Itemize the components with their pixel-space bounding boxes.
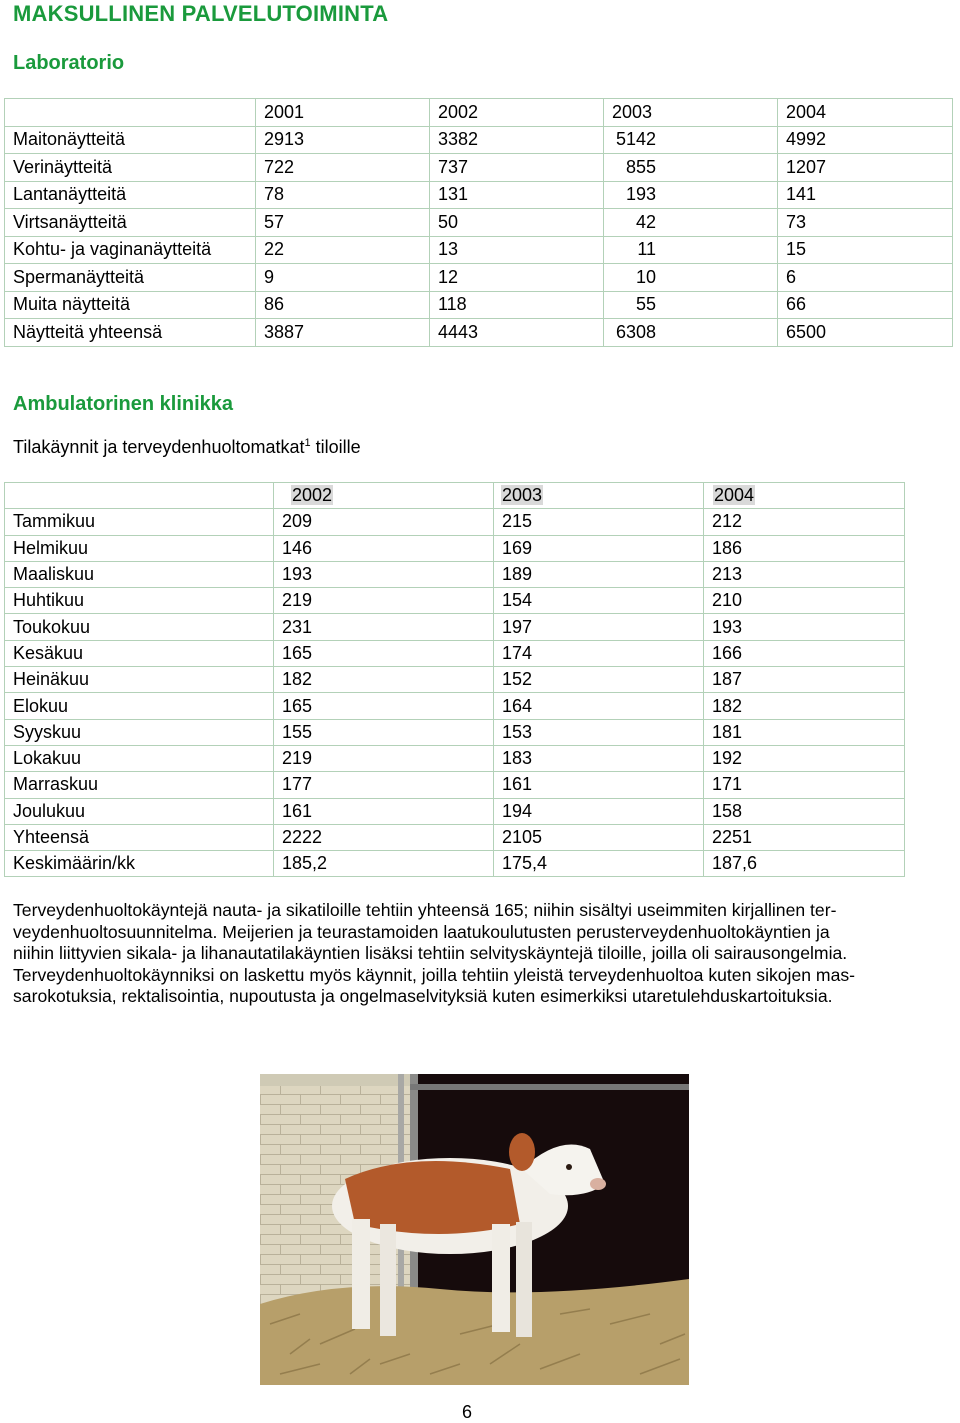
cell: 22 — [256, 236, 430, 264]
cell: 209 — [274, 509, 494, 535]
table-row — [5, 236, 953, 264]
calf-photo — [260, 1074, 689, 1385]
row-label: Kohtu- ja vaginanäytteitä — [5, 236, 256, 264]
page-number: 6 — [462, 1402, 473, 1422]
row-label: Kesäkuu — [5, 640, 274, 666]
subtitle-text: Tilakäynnit ja terveydenhuoltomatkat — [13, 437, 305, 457]
row-label: Huhtikuu — [5, 588, 274, 614]
row-label: Lokakuu — [5, 745, 274, 771]
cell: 10 — [604, 264, 778, 292]
cell: 169 — [494, 535, 704, 561]
year-header: 2002 — [430, 99, 604, 127]
cell: 42 — [604, 209, 778, 237]
cell: 737 — [430, 154, 604, 182]
table-row — [5, 126, 953, 154]
cell: 192 — [704, 745, 905, 771]
cell: 210 — [704, 588, 905, 614]
row-label: Marraskuu — [5, 772, 274, 798]
cell: 219 — [274, 588, 494, 614]
cell: 181 — [704, 719, 905, 745]
row-label: Elokuu — [5, 693, 274, 719]
cell: 141 — [778, 181, 953, 209]
cell: 193 — [604, 181, 778, 209]
cell: 2105 — [494, 824, 704, 850]
cell: 2222 — [274, 824, 494, 850]
paragraph-line: veydenhuoltosuunnitelma. Meijerien ja teurastamoiden laatukoulutusten perusterveydenhuoltokäyntien ja — [13, 921, 830, 942]
cell: 86 — [256, 291, 430, 319]
row-label: Toukokuu — [5, 614, 274, 640]
cell: 722 — [256, 154, 430, 182]
cell: 78 — [256, 181, 430, 209]
cell: 4443 — [430, 319, 604, 347]
table-row — [5, 588, 905, 614]
cell: 1207 — [778, 154, 953, 182]
cell: 154 — [494, 588, 704, 614]
laboratory-table — [4, 98, 953, 347]
cell: 12 — [430, 264, 604, 292]
cell: 6500 — [778, 319, 953, 347]
table-header-row — [5, 99, 953, 127]
ambulatory-title: Ambulatorinen klinikka — [13, 393, 234, 415]
cell: 3382 — [430, 126, 604, 154]
year-header-label: 2003 — [502, 485, 543, 506]
cell: 185,2 — [274, 851, 494, 877]
table-row — [5, 772, 905, 798]
year-header — [274, 483, 494, 509]
cell: 165 — [274, 640, 494, 666]
year-header — [494, 483, 704, 509]
cell: 4992 — [778, 126, 953, 154]
row-label: Tammikuu — [5, 509, 274, 535]
row-label: Maaliskuu — [5, 561, 274, 587]
page-heading: MAKSULLINEN PALVELUTOIMINTA — [13, 1, 389, 26]
cell: 193 — [274, 561, 494, 587]
row-label: Verinäytteitä — [5, 154, 256, 182]
cell: 50 — [430, 209, 604, 237]
cell: 171 — [704, 772, 905, 798]
table-row — [5, 181, 953, 209]
cell: 158 — [704, 798, 905, 824]
ambulatory-table — [4, 482, 905, 877]
cell: 193 — [704, 614, 905, 640]
cell: 3887 — [256, 319, 430, 347]
paragraph-line: Terveydenhuoltokäyntejä nauta- ja sikatiloille tehtiin yhteensä 165; niihin sisältyi useimmiten kirjallinen ter- — [13, 900, 837, 920]
table-corner-cell — [5, 99, 256, 127]
cell: 213 — [704, 561, 905, 587]
laboratory-title: Laboratorio — [13, 52, 125, 74]
cell: 855 — [604, 154, 778, 182]
cell: 57 — [256, 209, 430, 237]
cell: 2251 — [704, 824, 905, 850]
table-row — [5, 291, 953, 319]
cell: 153 — [494, 719, 704, 745]
row-label: Maitonäytteitä — [5, 126, 256, 154]
cell: 189 — [494, 561, 704, 587]
cell: 13 — [430, 236, 604, 264]
cell: 152 — [494, 667, 704, 693]
cell: 219 — [274, 745, 494, 771]
row-label: Muita näytteitä — [5, 291, 256, 319]
cell: 161 — [494, 772, 704, 798]
row-label: Lantanäytteitä — [5, 181, 256, 209]
table-row — [5, 798, 905, 824]
cell: 231 — [274, 614, 494, 640]
cell: 212 — [704, 509, 905, 535]
cell: 2913 — [256, 126, 430, 154]
table-row — [5, 319, 953, 347]
cell: 186 — [704, 535, 905, 561]
cell: 165 — [274, 693, 494, 719]
table-row — [5, 745, 905, 771]
year-header-label: 2004 — [714, 485, 755, 506]
cell: 166 — [704, 640, 905, 666]
calf-photo-illustration — [260, 1074, 689, 1385]
year-header: 2001 — [256, 99, 430, 127]
paragraph-line: niihin liittyvien sikala- ja lihanautatilakäyntien lisäksi tehtiin selvityskäyntejä tiloille, joilla oli sairausongelmia. — [13, 943, 848, 964]
table-row — [5, 535, 905, 561]
cell: 131 — [430, 181, 604, 209]
table-row — [5, 824, 905, 850]
cell: 177 — [274, 772, 494, 798]
cell: 11 — [604, 236, 778, 264]
cell: 187,6 — [704, 851, 905, 877]
cell: 182 — [704, 693, 905, 719]
cell: 164 — [494, 693, 704, 719]
cell: 66 — [778, 291, 953, 319]
row-label: Spermanäytteitä — [5, 264, 256, 292]
subtitle-tail: tiloille — [310, 437, 361, 457]
table-row — [5, 209, 953, 237]
row-label: Syyskuu — [5, 719, 274, 745]
row-label: Helmikuu — [5, 535, 274, 561]
ambulatory-subtitle — [13, 437, 361, 458]
row-label: Heinäkuu — [5, 667, 274, 693]
table-row — [5, 640, 905, 666]
cell: 197 — [494, 614, 704, 640]
cell: 146 — [274, 535, 494, 561]
table-row — [5, 719, 905, 745]
year-header — [704, 483, 905, 509]
cell: 15 — [778, 236, 953, 264]
cell: 183 — [494, 745, 704, 771]
row-label: Näytteitä yhteensä — [5, 319, 256, 347]
cell: 55 — [604, 291, 778, 319]
table-row — [5, 154, 953, 182]
paragraph-line: sarokotuksia, rektalisointia, nupoutusta ja ongelmaselvityksiä kuten esimerkiksi utaretulehduskartoituksia. — [13, 986, 833, 1007]
table-row — [5, 264, 953, 292]
body-paragraph — [13, 900, 933, 1008]
cell: 73 — [778, 209, 953, 237]
table-row — [5, 561, 905, 587]
year-header: 2003 — [604, 99, 778, 127]
cell: 194 — [494, 798, 704, 824]
table-row — [5, 509, 905, 535]
cell: 175,4 — [494, 851, 704, 877]
table-row — [5, 614, 905, 640]
year-header-label: 2002 — [292, 485, 333, 506]
cell: 6 — [778, 264, 953, 292]
cell: 161 — [274, 798, 494, 824]
cell: 182 — [274, 667, 494, 693]
table-row — [5, 851, 905, 877]
cell: 187 — [704, 667, 905, 693]
table-row — [5, 693, 905, 719]
cell: 174 — [494, 640, 704, 666]
table-header-row — [5, 483, 905, 509]
cell: 118 — [430, 291, 604, 319]
cell: 9 — [256, 264, 430, 292]
table-row — [5, 667, 905, 693]
cell: 6308 — [604, 319, 778, 347]
cell: 215 — [494, 509, 704, 535]
row-label: Joulukuu — [5, 798, 274, 824]
cell: 5142 — [604, 126, 778, 154]
year-header: 2004 — [778, 99, 953, 127]
row-label: Yhteensä — [5, 824, 274, 850]
paragraph-line: Terveydenhuoltokäynniksi on laskettu myös käynnit, joilla tehtiin yleistä terveydenhuoltoa kuten sikojen mas- — [13, 964, 856, 985]
cell: 155 — [274, 719, 494, 745]
footnote-marker: 1 — [304, 437, 311, 449]
table-corner-cell — [5, 483, 274, 509]
row-label: Virtsanäytteitä — [5, 209, 256, 237]
row-label: Keskimäärin/kk — [5, 851, 274, 877]
